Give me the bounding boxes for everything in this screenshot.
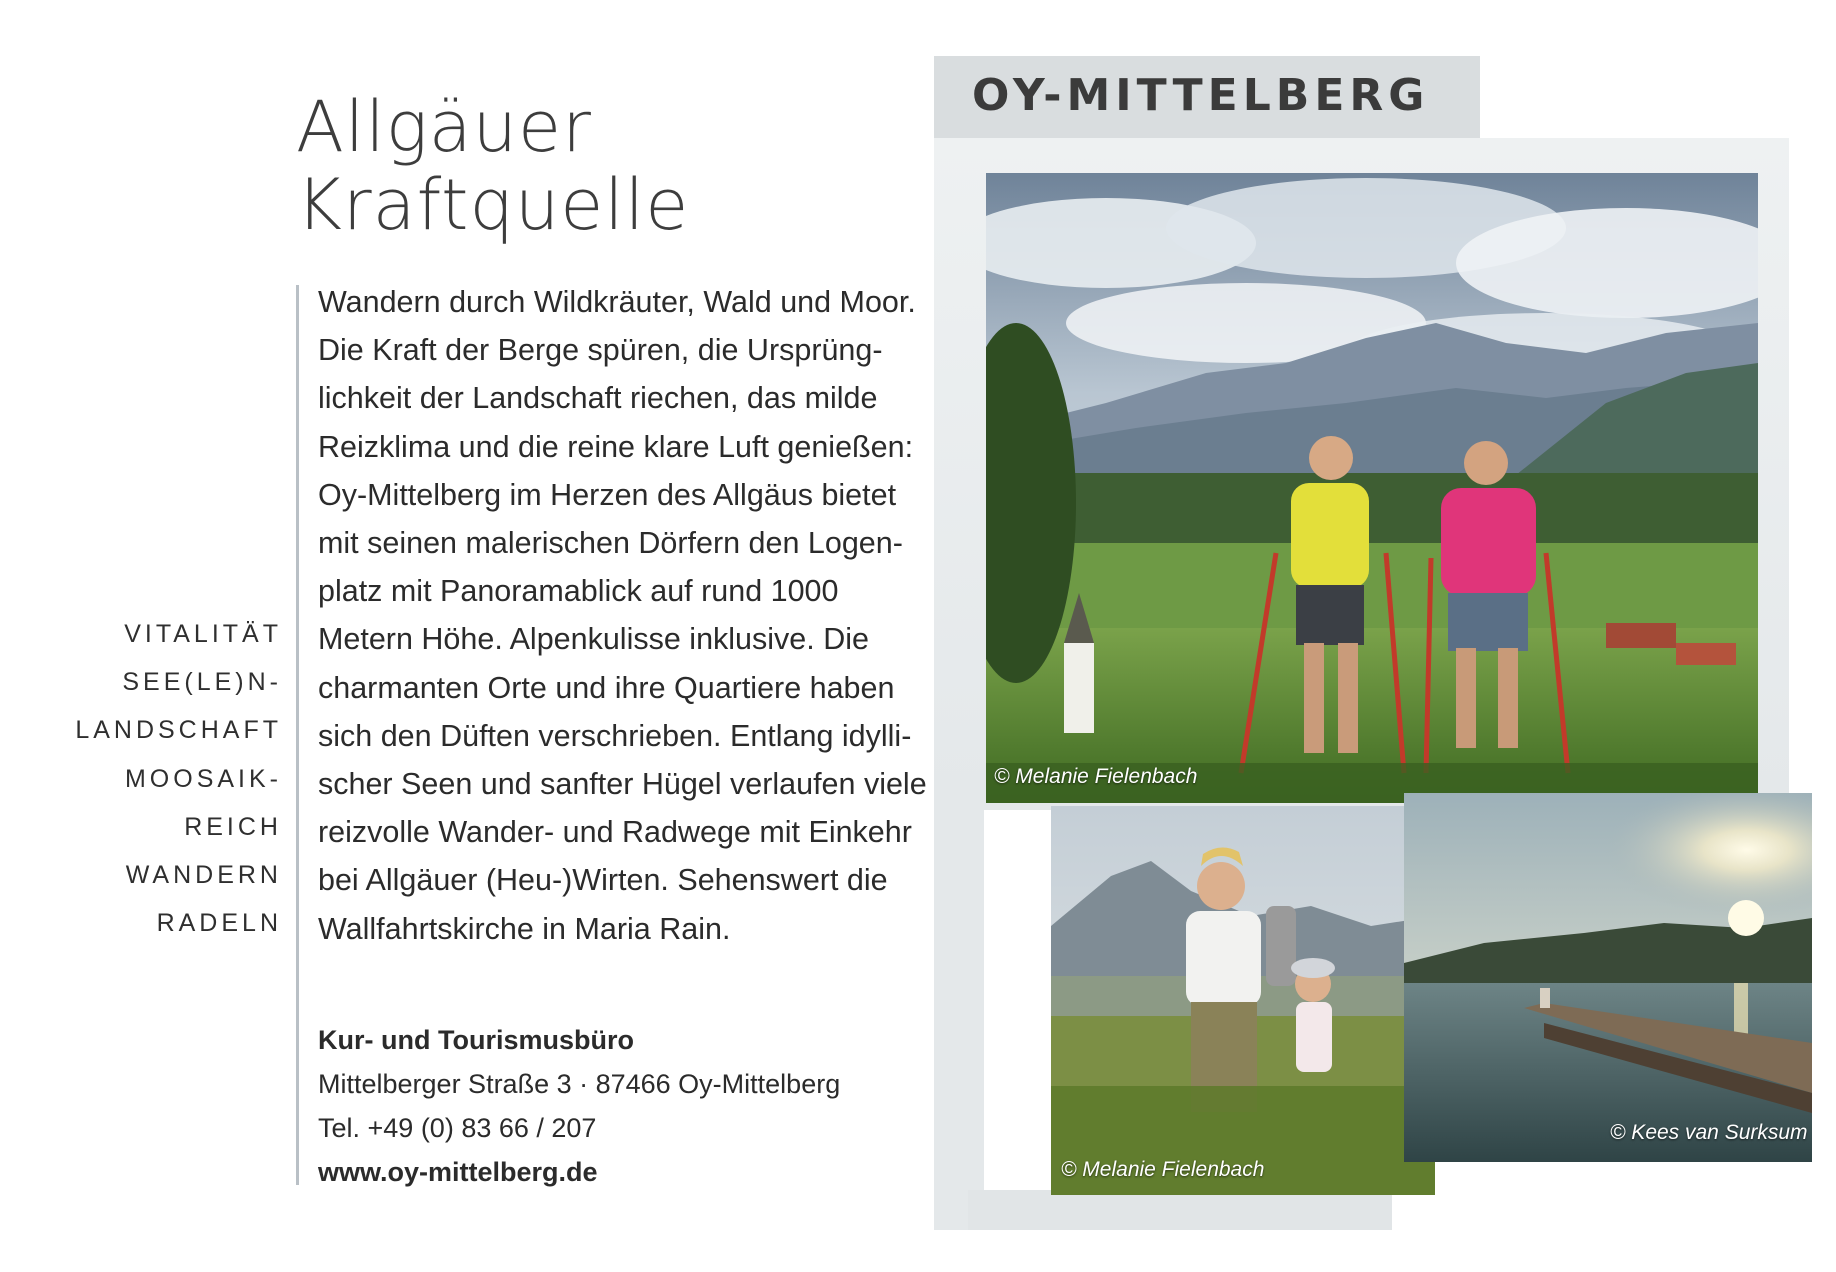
body-line: scher Seen und sanfter Hügel verlaufen viele	[318, 767, 927, 802]
contact-address: Mittelberger Straße 3 · 87466 Oy-Mittelberg	[318, 1069, 841, 1099]
body-line: sich den Düften verschrieben. Entlang idylli-	[318, 718, 912, 753]
website-link[interactable]: www.oy-mittelberg.de	[318, 1157, 598, 1187]
photo-credit: © Melanie Fielenbach	[1061, 1158, 1265, 1181]
body-line: mit seinen malerischen Dörfern den Logen-	[318, 526, 903, 561]
body-line: charmanten Orte und ihre Quartiere haben	[318, 670, 895, 705]
body-line: bei Allgäuer (Heu-)Wirten. Sehenswert die	[318, 863, 888, 898]
body-text	[318, 278, 958, 953]
keyword: MOOSAIK-	[124, 764, 282, 793]
photo-background-panel-left	[934, 810, 984, 1230]
body-line: reizvolle Wander- und Radwege mit Einkehr	[318, 815, 912, 850]
body-line: Wandern durch Wildkräuter, Wald und Moor.	[318, 285, 916, 319]
body-line: lichkeit der Landschaft riechen, das milde	[318, 381, 878, 416]
title-line-1: Allgäuer	[296, 86, 592, 168]
hikers-photo	[986, 173, 1758, 803]
title-line-2: Kraftquelle	[296, 164, 690, 246]
keyword: WANDERN	[125, 861, 282, 890]
body-line: Metern Höhe. Alpenkulisse inklusive. Die	[318, 622, 869, 657]
region-title: OY-MITTELBERG	[972, 70, 1430, 121]
keyword: RADELN	[156, 909, 282, 938]
lake-sunset-photo	[1404, 793, 1812, 1162]
vertical-divider	[296, 285, 299, 1185]
photo-credit: © Melanie Fielenbach	[994, 765, 1198, 788]
keyword: SEE(LE)N-	[122, 668, 282, 697]
body-line: platz mit Panoramablick auf rund 1000	[318, 574, 839, 609]
keyword-list	[60, 610, 282, 947]
page-title	[296, 88, 689, 244]
body-line: Die Kraft der Berge spüren, die Ursprüng-	[318, 333, 883, 368]
contact-phone[interactable]: Tel. +49 (0) 83 66 / 207	[318, 1113, 597, 1143]
photo-background-panel-bottom	[968, 1190, 1392, 1230]
contact-block	[318, 1018, 840, 1194]
photo-credit: © Kees van Surksum	[1610, 1121, 1808, 1144]
body-line: Reizklima und die reine klare Luft genießen:	[318, 429, 914, 464]
keyword: REICH	[184, 812, 282, 841]
body-line: Wallfahrtskirche in Maria Rain.	[318, 911, 731, 946]
keyword: VITALITÄT	[124, 620, 282, 648]
contact-name: Kur- und Tourismusbüro	[318, 1025, 634, 1055]
body-line: Oy-Mittelberg im Herzen des Allgäus bietet	[318, 477, 897, 512]
keyword: LANDSCHAFT	[75, 716, 282, 745]
family-hiking-photo	[1051, 806, 1435, 1195]
